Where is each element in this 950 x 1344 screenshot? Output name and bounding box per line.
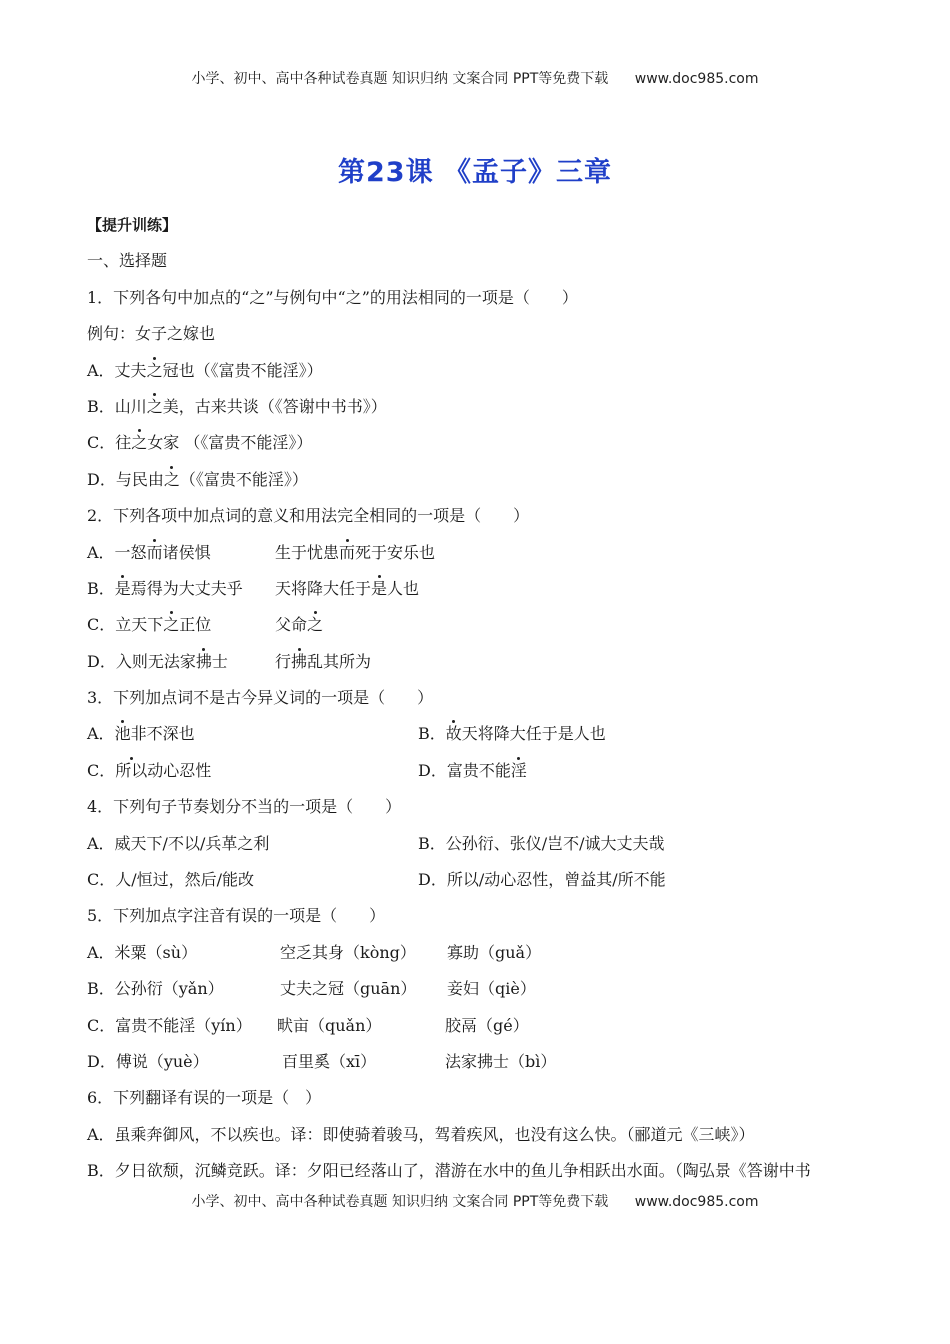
dotted-char: 之 — [147, 395, 163, 419]
footer-url[interactable]: www.doc985.com — [634, 1194, 759, 1210]
question-1-option-d: D．与民由之（《富贵不能淫》） — [87, 468, 867, 504]
dotted-char: 之 — [147, 359, 163, 383]
question-6-option-a: A．虽乘奔御风，不以疾也。译：即使骑着骏马，驾着疾风，也没有这么快。（郦道元《三峡》） — [87, 1124, 755, 1144]
dotted-char: 池 — [115, 722, 131, 746]
dotted-char: 之 — [163, 613, 179, 637]
dotted-char: 之 — [307, 613, 323, 637]
page-header — [0, 68, 950, 88]
dotted-char: 而 — [339, 541, 355, 565]
question-1-stem: 1．下列各句中加点的“之”与例句中“之”的用法相同的一项是（ ） — [87, 287, 578, 307]
dotted-char: 淫 — [511, 759, 527, 783]
dotted-char: 是 — [115, 577, 131, 601]
page-title: 第23课 《孟子》三章 — [338, 157, 612, 188]
question-2-option-b: B．是焉得为大丈夫乎 天将降大任于是人也 — [87, 577, 867, 613]
question-1-option-c: C．往之女家 （《富贵不能淫》） — [87, 431, 867, 467]
page-footer — [0, 1191, 950, 1211]
dotted-char: 之 — [164, 468, 180, 492]
question-2-option-d: D．入则无法家拂士 行拂乱其所为 — [87, 650, 867, 686]
question-4-stem: 4．下列句子节奏划分不当的一项是（ ） — [87, 797, 402, 817]
document-body — [87, 213, 867, 1196]
question-4-options-cd: C．人/恒过，然后/能改 D．所以/动心忍性，曾益其/所不能 — [87, 870, 666, 890]
question-3-options-ab: A．池非不深也 B．故天将降大任于是人也 — [87, 722, 867, 758]
dotted-char: 而 — [147, 541, 163, 565]
question-6-option-b: B．夕日欲颓，沉鳞竞跃。译：夕阳已经落山了，潜游在水中的鱼儿争相跃出水面。（陶弘景《答谢中书 — [87, 1161, 811, 1181]
question-5-option-row: A．米粟（sù） 空乏其身（kòng） 寡助（guǎ） — [87, 942, 542, 962]
question-1-option-b: B．山川之美，古来共谈（《答谢中书书》） — [87, 395, 867, 431]
question-5-option-row: C．富贵不能淫（yín） 畎亩（quǎn） 胶鬲（gé） — [87, 1015, 529, 1035]
question-2-option-c: C．立天下之正位 父命之 — [87, 613, 867, 649]
footer-text: 小学、初中、高中各种试卷真题 知识归纳 文案合同 PPT等免费下载 — [191, 1194, 609, 1210]
dotted-char: 故 — [446, 722, 462, 746]
header-text: 小学、初中、高中各种试卷真题 知识归纳 文案合同 PPT等免费下载 — [191, 71, 609, 87]
question-5-option-row: B．公孙衍（yǎn） 丈夫之冠（guān） 妾妇（qiè） — [87, 979, 536, 999]
dotted-char: 拂 — [196, 650, 212, 674]
question-4-options-ab: A．威天下/不以/兵革之利 B．公孙衍、张仪/岂不/诚大丈夫哉 — [87, 833, 665, 853]
part-heading: 一、选择题 — [87, 251, 168, 271]
question-1-option-a: A．丈夫之冠也（《富贵不能淫》） — [87, 359, 867, 395]
question-3-stem: 3．下列加点词不是古今异义词的一项是（ ） — [87, 688, 434, 708]
dotted-char: 所以 — [115, 759, 147, 783]
question-2-stem: 2．下列各项中加点词的意义和用法完全相同的一项是（ ） — [87, 506, 530, 526]
question-6-stem: 6．下列翻译有误的一项是（ ） — [87, 1088, 322, 1108]
dotted-char: 之 — [131, 431, 147, 455]
question-1-example: 例句：女子之嫁也 — [87, 324, 216, 344]
question-5-option-row: D．傅说（yuè） 百里奚（xī） 法家拂士（bì） — [87, 1051, 557, 1071]
question-2-option-a: A．一怒而诸侯惧 生于忧患而死于安乐也 — [87, 541, 867, 577]
question-5-stem: 5．下列加点字注音有误的一项是（ ） — [87, 906, 386, 926]
dotted-char: 拂 — [291, 650, 307, 674]
section-heading: 【提升训练】 — [87, 216, 178, 234]
header-url[interactable]: www.doc985.com — [634, 71, 759, 87]
question-3-options-cd: C．所以动心忍性 D．富贵不能淫 — [87, 759, 867, 795]
dotted-char: 是 — [371, 577, 387, 601]
